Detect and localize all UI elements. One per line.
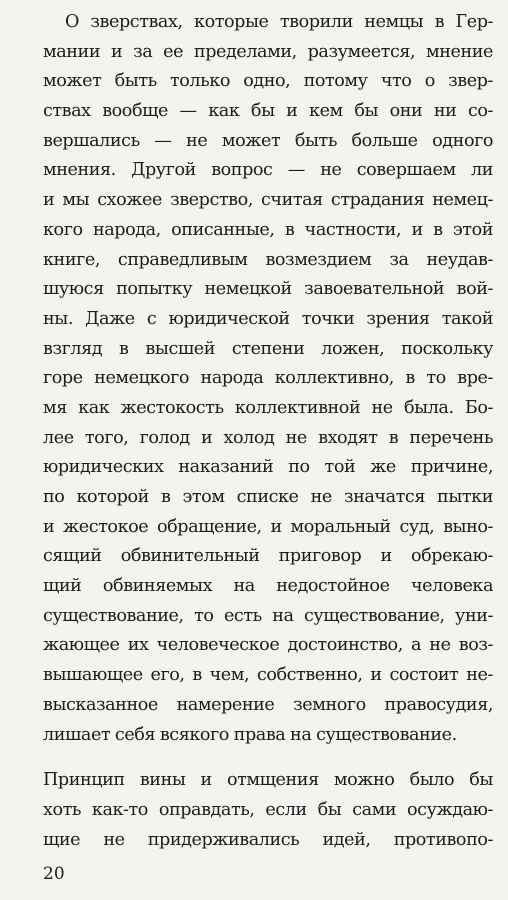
- text-line: взгляд в высшей степени ложен, поскольку: [43, 338, 493, 359]
- text-line: жающее их человеческое достоинство, а не воз-: [43, 635, 493, 656]
- text-line: О зверствах, которые творили немцы в Гер-: [65, 12, 493, 32]
- text-line: горе немецкого народа коллективно, в то вре-: [43, 368, 493, 389]
- text-line: и жестокое обращение, и моральный суд, выно-: [43, 516, 493, 537]
- text-line: Принцип вины и отмщения можно было бы: [43, 770, 493, 791]
- text-line: и мы схожее зверство, считая страдания немец-: [43, 190, 493, 211]
- text-line: мании и за ее пределами, разумеется, мнение: [43, 41, 493, 62]
- text-line: лее того, голод и холод не входят в перечень: [43, 427, 493, 448]
- paragraph-2: [43, 766, 493, 855]
- paragraph-gap: [43, 750, 493, 766]
- text-line: книге, справедливым возмездием за неудав-: [43, 249, 493, 270]
- text-line: ны. Даже с юридической точки зрения такой: [43, 308, 493, 329]
- text-line: щий обвиняемых на недостойное человека: [43, 576, 493, 597]
- text-line: высказанное намерение земного правосудия,: [43, 694, 493, 715]
- text-line: щие не придерживались идей, противопо-: [43, 829, 493, 850]
- text-line: ствах вообще — как бы и кем бы они ни со-: [43, 101, 493, 122]
- body-text: [43, 8, 493, 855]
- text-line: мнения. Другой вопрос — не совершаем ли: [43, 160, 493, 181]
- text-line: хоть как-то оправдать, если бы сами осуждаю-: [43, 799, 493, 820]
- text-line: лишает себя всякого права на существование.: [43, 724, 457, 745]
- paragraph-1: [43, 8, 493, 750]
- text-line: может быть только одно, потому что о звер-: [43, 71, 493, 92]
- text-line: вершались — не может быть больше одного: [43, 130, 493, 151]
- text-line: существование, то есть на существование, уни-: [43, 605, 493, 626]
- text-line: юридических наказаний по той же причине,: [43, 457, 493, 478]
- text-line: по которой в этом списке не значатся пытки: [43, 487, 493, 507]
- page-number: 20: [43, 864, 65, 884]
- text-line: шуюся попытку немецкой завоевательной вой-: [43, 279, 493, 300]
- text-line: кого народа, описанные, в частности, и в этой: [43, 219, 493, 240]
- text-line: сящий обвинительный приговор и обрекаю-: [43, 546, 493, 567]
- text-line: мя как жестокость коллективной не была. Бо-: [43, 397, 493, 418]
- text-line: вышающее его, в чем, собственно, и состоит не-: [43, 665, 493, 686]
